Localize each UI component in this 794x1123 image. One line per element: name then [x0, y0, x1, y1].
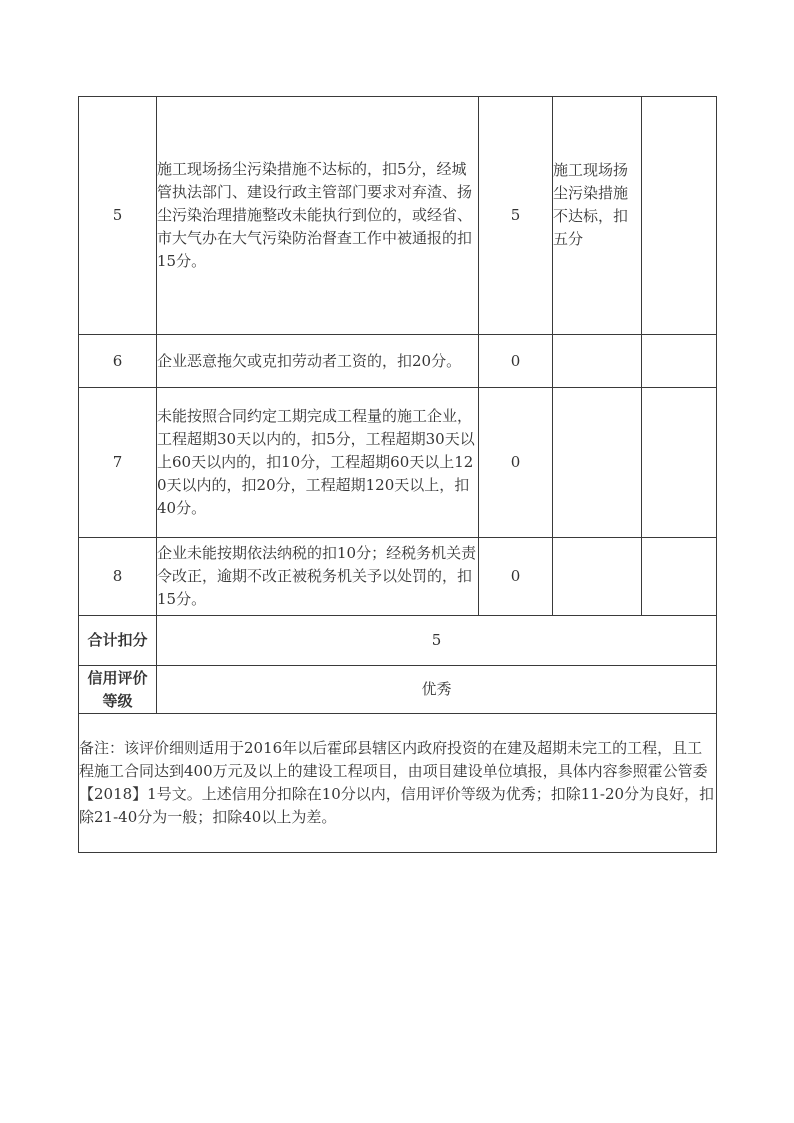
row-note	[553, 538, 642, 616]
rating-row	[79, 666, 717, 714]
row-extra-cell	[642, 335, 717, 388]
row-note: 施工现场扬尘污染措施不达标，扣五分	[553, 97, 642, 335]
row-number: 5	[79, 97, 157, 335]
row-note	[553, 335, 642, 388]
total-value: 5	[157, 616, 717, 666]
table-row	[79, 388, 717, 538]
row-note	[553, 388, 642, 538]
row-description: 企业未能按期依法纳税的扣10分；经税务机关责令改正，逾期不改正被税务机关予以处罚的，扣15分。	[157, 538, 479, 616]
table-row	[79, 97, 717, 335]
row-extra-cell	[642, 97, 717, 335]
rating-value: 优秀	[157, 666, 717, 714]
row-number: 6	[79, 335, 157, 388]
row-score: 0	[479, 388, 553, 538]
row-extra-cell	[642, 538, 717, 616]
row-score: 5	[479, 97, 553, 335]
table-row	[79, 538, 717, 616]
table-row	[79, 335, 717, 388]
row-number: 7	[79, 388, 157, 538]
row-score: 0	[479, 335, 553, 388]
credit-evaluation-table	[78, 96, 717, 853]
remark-row	[79, 714, 717, 853]
row-extra-cell	[642, 388, 717, 538]
rating-label: 信用评价等级	[79, 666, 157, 714]
row-number: 8	[79, 538, 157, 616]
row-description: 未能按照合同约定工期完成工程量的施工企业，工程超期30天以内的，扣5分，工程超期30天以上60天以内的，扣10分，工程超期60天以上120天以内的，扣20分，工程超期120天以上，扣40分。	[157, 388, 479, 538]
row-description: 施工现场扬尘污染措施不达标的，扣5分，经城管执法部门、建设行政主管部门要求对弃渣、扬尘污染治理措施整改未能执行到位的，或经省、市大气办在大气污染防治督查工作中被通报的扣15分。	[157, 97, 479, 335]
remark-text: 备注：该评价细则适用于2016年以后霍邱县辖区内政府投资的在建及超期未完工的工程，且工程施工合同达到400万元及以上的建设工程项目，由项目建设单位填报，具体内容参照霍公管委【2018】1号文。上述信用分扣除在10分以内，信用评价等级为优秀；扣除11-20分为良好，扣除21-40分为一般；扣除40以上为差。	[79, 714, 717, 853]
row-description: 企业恶意拖欠或克扣劳动者工资的，扣20分。	[157, 335, 479, 388]
total-label: 合计扣分	[79, 616, 157, 666]
row-score: 0	[479, 538, 553, 616]
total-row	[79, 616, 717, 666]
